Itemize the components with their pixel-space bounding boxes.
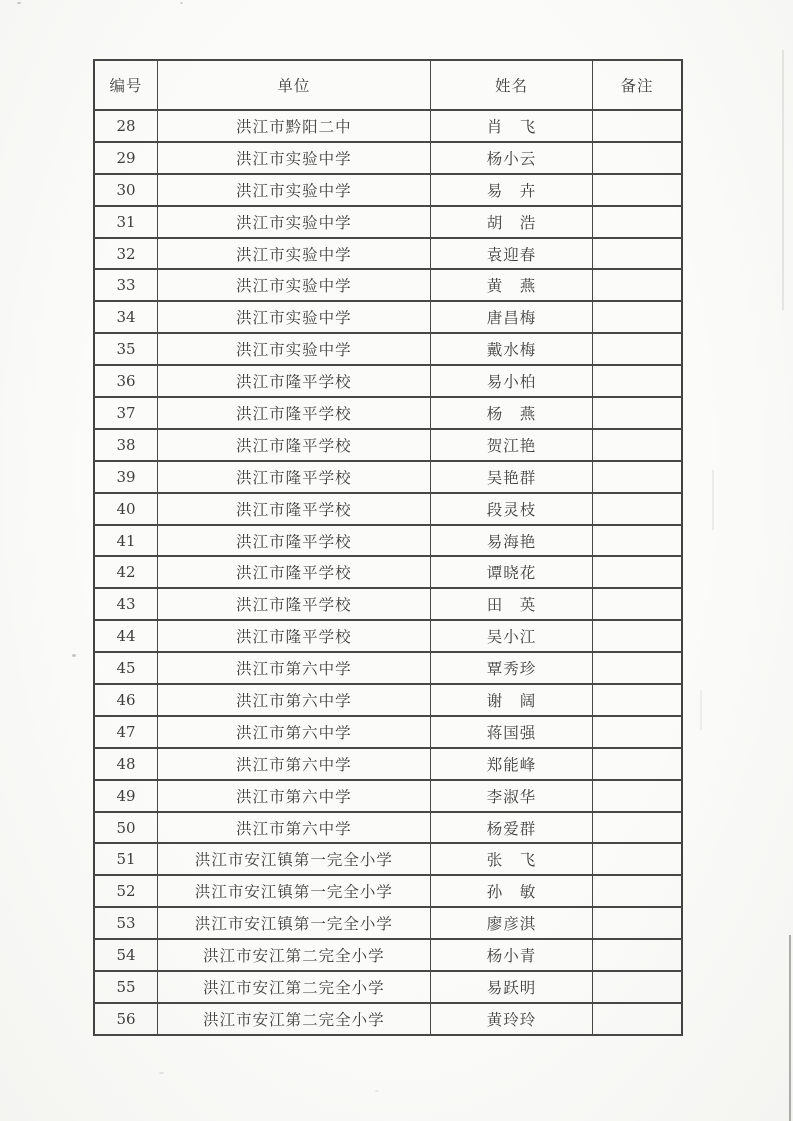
cell-name: 杨小青 xyxy=(430,939,592,971)
cell-name: 吴艳群 xyxy=(430,461,592,493)
cell-number: 45 xyxy=(94,652,158,684)
cell-note xyxy=(593,525,682,557)
cell-name: 孙 敏 xyxy=(430,875,592,907)
cell-note xyxy=(593,812,682,844)
cell-name: 唐昌梅 xyxy=(430,301,592,333)
cell-number: 34 xyxy=(94,301,158,333)
cell-number: 46 xyxy=(94,684,158,716)
cell-number: 41 xyxy=(94,525,158,557)
table-row xyxy=(94,588,682,620)
cell-note xyxy=(593,748,682,780)
cell-note xyxy=(593,971,682,1003)
col-header-note: 备注 xyxy=(593,60,682,110)
cell-name: 袁迎春 xyxy=(430,238,592,270)
cell-number: 40 xyxy=(94,493,158,525)
roster-table xyxy=(93,59,683,1036)
cell-note xyxy=(593,716,682,748)
cell-unit: 洪江市安江镇第一完全小学 xyxy=(158,907,431,939)
cell-unit: 洪江市隆平学校 xyxy=(158,493,431,525)
cell-name: 易小柏 xyxy=(430,365,592,397)
col-header-unit: 单位 xyxy=(158,60,431,110)
cell-unit: 洪江市安江第二完全小学 xyxy=(158,939,431,971)
scan-speck xyxy=(159,1072,164,1074)
table-row xyxy=(94,238,682,270)
table-row xyxy=(94,142,682,174)
cell-unit: 洪江市安江镇第一完全小学 xyxy=(158,875,431,907)
cell-name: 田 英 xyxy=(430,588,592,620)
table-row xyxy=(94,206,682,238)
cell-number: 35 xyxy=(94,333,158,365)
header-row xyxy=(94,60,682,110)
table-row xyxy=(94,684,682,716)
cell-number: 53 xyxy=(94,907,158,939)
table-row xyxy=(94,875,682,907)
table-row xyxy=(94,110,682,142)
cell-note xyxy=(593,556,682,588)
cell-note xyxy=(593,1003,682,1035)
cell-unit: 洪江市第六中学 xyxy=(158,780,431,812)
scan-streak xyxy=(782,50,784,310)
cell-note xyxy=(593,588,682,620)
table-row xyxy=(94,461,682,493)
cell-name: 易海艳 xyxy=(430,525,592,557)
roster-table-body xyxy=(94,110,682,1035)
cell-unit: 洪江市第六中学 xyxy=(158,748,431,780)
cell-unit: 洪江市第六中学 xyxy=(158,652,431,684)
scan-streak xyxy=(700,690,702,730)
cell-note xyxy=(593,142,682,174)
cell-name: 张 飞 xyxy=(430,843,592,875)
cell-name: 杨爱群 xyxy=(430,812,592,844)
table-row xyxy=(94,1003,682,1035)
table-row xyxy=(94,174,682,206)
cell-unit: 洪江市隆平学校 xyxy=(158,588,431,620)
table-row xyxy=(94,493,682,525)
cell-note xyxy=(593,684,682,716)
cell-unit: 洪江市实验中学 xyxy=(158,206,431,238)
scan-edge-shadow xyxy=(789,935,791,1121)
cell-number: 38 xyxy=(94,429,158,461)
cell-number: 29 xyxy=(94,142,158,174)
cell-unit: 洪江市实验中学 xyxy=(158,333,431,365)
cell-note xyxy=(593,174,682,206)
cell-name: 吴小江 xyxy=(430,620,592,652)
cell-note xyxy=(593,780,682,812)
cell-unit: 洪江市第六中学 xyxy=(158,684,431,716)
cell-note xyxy=(593,493,682,525)
cell-name: 谭晓花 xyxy=(430,556,592,588)
cell-number: 39 xyxy=(94,461,158,493)
cell-note xyxy=(593,461,682,493)
cell-note xyxy=(593,397,682,429)
cell-note xyxy=(593,110,682,142)
col-header-number: 编号 xyxy=(94,60,158,110)
table-row xyxy=(94,939,682,971)
cell-unit: 洪江市第六中学 xyxy=(158,812,431,844)
table-row xyxy=(94,971,682,1003)
cell-note xyxy=(593,333,682,365)
cell-name: 胡 浩 xyxy=(430,206,592,238)
cell-unit: 洪江市黔阳二中 xyxy=(158,110,431,142)
cell-unit: 洪江市隆平学校 xyxy=(158,525,431,557)
cell-unit: 洪江市安江第二完全小学 xyxy=(158,1003,431,1035)
table-row xyxy=(94,843,682,875)
table-row xyxy=(94,907,682,939)
table-row xyxy=(94,620,682,652)
cell-name: 蒋国强 xyxy=(430,716,592,748)
cell-name: 杨 燕 xyxy=(430,397,592,429)
cell-name: 谢 阔 xyxy=(430,684,592,716)
cell-note xyxy=(593,429,682,461)
cell-note xyxy=(593,907,682,939)
cell-name: 郑能峰 xyxy=(430,748,592,780)
table-row xyxy=(94,748,682,780)
cell-name: 易 卉 xyxy=(430,174,592,206)
cell-number: 28 xyxy=(94,110,158,142)
cell-number: 52 xyxy=(94,875,158,907)
cell-name: 黄 燕 xyxy=(430,269,592,301)
cell-number: 43 xyxy=(94,588,158,620)
cell-number: 44 xyxy=(94,620,158,652)
scan-speck xyxy=(375,1090,379,1092)
cell-name: 戴水梅 xyxy=(430,333,592,365)
cell-unit: 洪江市第六中学 xyxy=(158,716,431,748)
cell-name: 覃秀珍 xyxy=(430,652,592,684)
table-row xyxy=(94,429,682,461)
cell-unit: 洪江市安江第二完全小学 xyxy=(158,971,431,1003)
cell-number: 37 xyxy=(94,397,158,429)
cell-number: 42 xyxy=(94,556,158,588)
cell-number: 33 xyxy=(94,269,158,301)
cell-number: 36 xyxy=(94,365,158,397)
cell-note xyxy=(593,301,682,333)
cell-unit: 洪江市实验中学 xyxy=(158,301,431,333)
cell-name: 廖彦淇 xyxy=(430,907,592,939)
cell-unit: 洪江市实验中学 xyxy=(158,174,431,206)
table-row xyxy=(94,780,682,812)
cell-note xyxy=(593,620,682,652)
cell-number: 32 xyxy=(94,238,158,270)
cell-unit: 洪江市实验中学 xyxy=(158,269,431,301)
table-row xyxy=(94,556,682,588)
table-row xyxy=(94,525,682,557)
table-row xyxy=(94,397,682,429)
table-row xyxy=(94,333,682,365)
cell-number: 48 xyxy=(94,748,158,780)
cell-note xyxy=(593,652,682,684)
cell-name: 李淑华 xyxy=(430,780,592,812)
cell-number: 51 xyxy=(94,843,158,875)
table-row xyxy=(94,652,682,684)
cell-name: 易跃明 xyxy=(430,971,592,1003)
cell-number: 50 xyxy=(94,812,158,844)
cell-name: 段灵枝 xyxy=(430,493,592,525)
cell-name: 杨小云 xyxy=(430,142,592,174)
cell-note xyxy=(593,365,682,397)
cell-number: 56 xyxy=(94,1003,158,1035)
cell-number: 54 xyxy=(94,939,158,971)
scan-speck xyxy=(72,654,76,657)
cell-name: 肖 飞 xyxy=(430,110,592,142)
cell-unit: 洪江市实验中学 xyxy=(158,238,431,270)
table-row xyxy=(94,716,682,748)
cell-note xyxy=(593,939,682,971)
cell-note xyxy=(593,875,682,907)
cell-unit: 洪江市实验中学 xyxy=(158,142,431,174)
table-row xyxy=(94,301,682,333)
table-row xyxy=(94,812,682,844)
cell-number: 55 xyxy=(94,971,158,1003)
cell-number: 30 xyxy=(94,174,158,206)
scan-speck xyxy=(180,2,183,4)
cell-note xyxy=(593,843,682,875)
scan-streak xyxy=(712,470,714,530)
cell-unit: 洪江市隆平学校 xyxy=(158,365,431,397)
cell-unit: 洪江市隆平学校 xyxy=(158,461,431,493)
scan-speck xyxy=(17,2,21,4)
cell-number: 49 xyxy=(94,780,158,812)
cell-note xyxy=(593,206,682,238)
cell-note xyxy=(593,269,682,301)
cell-number: 47 xyxy=(94,716,158,748)
cell-unit: 洪江市隆平学校 xyxy=(158,620,431,652)
cell-unit: 洪江市隆平学校 xyxy=(158,397,431,429)
cell-unit: 洪江市隆平学校 xyxy=(158,556,431,588)
col-header-name: 姓名 xyxy=(430,60,592,110)
cell-name: 黄玲玲 xyxy=(430,1003,592,1035)
table-row xyxy=(94,269,682,301)
cell-unit: 洪江市安江镇第一完全小学 xyxy=(158,843,431,875)
cell-note xyxy=(593,238,682,270)
cell-unit: 洪江市隆平学校 xyxy=(158,429,431,461)
table-row xyxy=(94,365,682,397)
cell-number: 31 xyxy=(94,206,158,238)
cell-name: 贺江艳 xyxy=(430,429,592,461)
